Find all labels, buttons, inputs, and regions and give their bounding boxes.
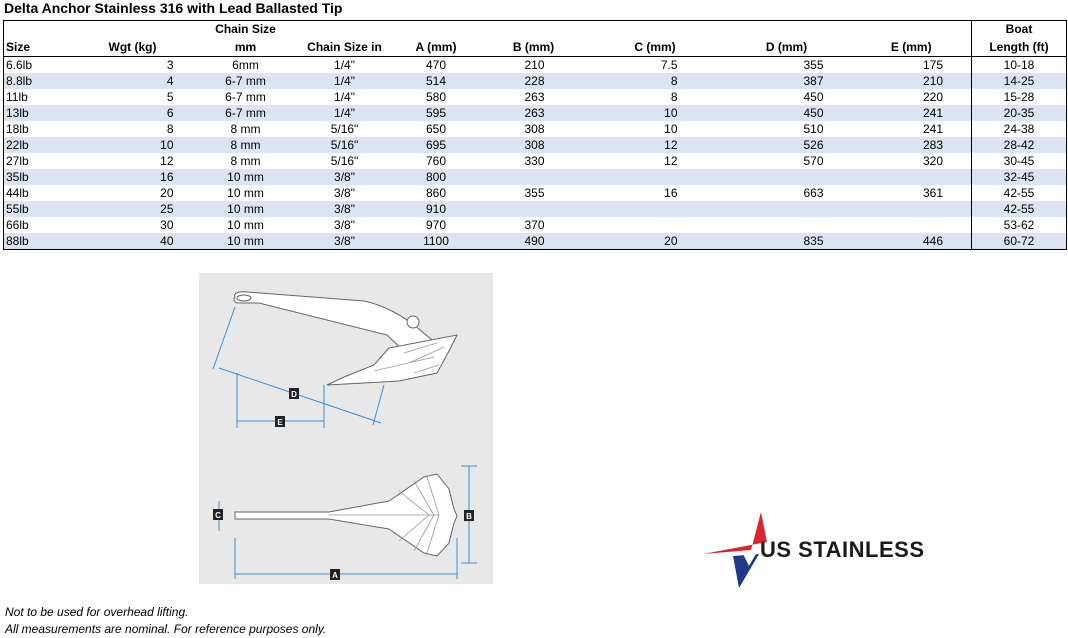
table-row — [4, 121, 1067, 137]
cell-c: 8 — [670, 90, 678, 104]
logo-text: US STAINLESS — [760, 537, 925, 562]
cell-wgt: 5 — [166, 90, 174, 104]
cell-boat: 10-18 — [972, 57, 1067, 74]
cell-c: 8 — [589, 73, 722, 89]
cell-boat: 14-25 — [972, 73, 1067, 89]
cell-e: 241 — [852, 105, 972, 121]
cell-size: 27lb — [6, 154, 29, 168]
cell-wgt: 40 — [68, 233, 196, 250]
cell-a: 1100 — [394, 233, 479, 250]
cell-size: 8.8lb — [4, 73, 68, 89]
cell-e: 361 — [922, 186, 943, 200]
cell-c: 12 — [589, 137, 722, 153]
cell-a: 760 — [425, 154, 447, 168]
cell-b: 263 — [524, 90, 545, 104]
cell-chain-mm: 6-7 mm — [196, 105, 296, 121]
cell-e — [852, 201, 972, 217]
note-nominal: All measurements are nominal. For reference purposes only. — [5, 622, 327, 636]
cell-b — [479, 169, 589, 185]
cell-a: 650 — [425, 122, 447, 136]
cell-b: 370 — [524, 218, 545, 232]
cell-d — [722, 169, 852, 185]
cell-c: 10 — [664, 122, 678, 136]
cell-chain-mm: 6-7 mm — [225, 90, 266, 104]
table-row — [4, 89, 1067, 105]
cell-c — [589, 169, 722, 185]
cell-boat: 15-28 — [972, 89, 1067, 105]
cell-chain-in: 3/8" — [334, 186, 355, 200]
cell-d — [722, 217, 852, 233]
cell-boat: 42-55 — [972, 201, 1067, 217]
cell-chain-mm: 10 mm — [227, 218, 264, 232]
note-lifting: Not to be used for overhead lifting. — [5, 605, 189, 619]
cell-a: 970 — [425, 218, 447, 232]
cell-d: 570 — [803, 154, 824, 168]
cell-c: 7.5 — [660, 58, 678, 72]
cell-chain-mm: 10 mm — [196, 233, 296, 250]
cell-d: 663 — [803, 186, 824, 200]
cell-d: 387 — [722, 73, 852, 89]
cell-chain-mm: 8 mm — [230, 122, 261, 136]
cell-b: 355 — [524, 186, 545, 200]
cell-size: 55lb — [4, 201, 68, 217]
table-row — [4, 137, 1067, 153]
cell-chain-in: 1/4" — [296, 73, 394, 89]
table-row — [4, 201, 1067, 217]
cell-a: 800 — [394, 169, 479, 185]
cell-chain-mm: 6-7 mm — [196, 73, 296, 89]
cell-size: 44lb — [6, 186, 29, 200]
cell-b: 330 — [524, 154, 545, 168]
cell-boat: 30-45 — [972, 153, 1067, 169]
cell-b: 228 — [479, 73, 589, 89]
pivot-icon — [407, 316, 419, 328]
cell-chain-mm: 8 mm — [196, 137, 296, 153]
header-e: E (mm) — [852, 38, 972, 57]
cell-d: 526 — [722, 137, 852, 153]
cell-b: 490 — [479, 233, 589, 250]
cell-c — [589, 201, 722, 217]
header-chain-in: Chain Size in — [296, 38, 394, 57]
cell-e: 241 — [922, 122, 943, 136]
cell-wgt: 3 — [166, 58, 174, 72]
table-row — [4, 153, 1067, 169]
cell-e: 283 — [852, 137, 972, 153]
cell-chain-in: 5/16" — [296, 137, 394, 153]
cell-e: 210 — [852, 73, 972, 89]
table-row — [4, 233, 1067, 250]
cell-a: 514 — [394, 73, 479, 89]
header-boat: Length (ft) — [972, 38, 1067, 57]
anchor-fluke-side — [327, 335, 457, 385]
cell-b: 308 — [479, 137, 589, 153]
table-row — [4, 105, 1067, 121]
cell-chain-in: 3/8" — [296, 201, 394, 217]
cell-a: 470 — [425, 58, 447, 72]
header-a: A (mm) — [394, 38, 479, 57]
cell-e: 175 — [922, 58, 943, 72]
cell-size: 35lb — [4, 169, 68, 185]
cell-b: 308 — [524, 122, 545, 136]
cell-a: 695 — [394, 137, 479, 153]
cell-c: 12 — [664, 154, 678, 168]
cell-boat: 53-62 — [972, 217, 1067, 233]
table-row — [4, 217, 1067, 233]
cell-chain-mm: 8 mm — [230, 154, 261, 168]
cell-size: 11lb — [6, 90, 28, 104]
document-title: Delta Anchor Stainless 316 with Lead Ballasted Tip — [4, 0, 343, 16]
cell-chain-in: 1/4" — [334, 58, 355, 72]
cell-wgt: 20 — [160, 186, 174, 200]
cell-a: 595 — [394, 105, 479, 121]
cell-wgt: 25 — [68, 201, 196, 217]
cell-e — [852, 217, 972, 233]
dimension-c-text: C — [215, 511, 221, 520]
cell-size: 6.6lb — [6, 58, 33, 72]
logo-star-red — [703, 512, 767, 554]
cell-chain-in: 3/8" — [296, 169, 394, 185]
cell-wgt: 4 — [68, 73, 196, 89]
header-c: C (mm) — [589, 38, 722, 57]
cell-size: 13lb — [4, 105, 68, 121]
cell-d: 450 — [803, 90, 824, 104]
header-b: B (mm) — [479, 38, 589, 57]
cell-chain-mm: 10 mm — [196, 201, 296, 217]
cell-chain-mm: 10 mm — [227, 186, 264, 200]
cell-e: 220 — [922, 90, 943, 104]
cell-boat: 32-45 — [972, 169, 1067, 185]
cell-size: 18lb — [6, 122, 29, 136]
cell-boat: 60-72 — [972, 233, 1067, 250]
cell-d: 450 — [722, 105, 852, 121]
cell-c: 10 — [589, 105, 722, 121]
table-row — [4, 73, 1067, 89]
dimension-e-text: E — [277, 418, 283, 427]
cell-chain-in: 1/4" — [334, 90, 355, 104]
header-chain-mm: mm — [196, 38, 296, 57]
cell-d: 510 — [803, 122, 824, 136]
table-row — [4, 185, 1067, 201]
header-chain-mm-top: Chain Size — [215, 22, 276, 36]
cell-chain-in: 5/16" — [330, 122, 359, 136]
cell-wgt: 8 — [166, 122, 174, 136]
cell-d — [722, 201, 852, 217]
anchor-drawing — [199, 273, 493, 584]
cell-a: 910 — [394, 201, 479, 217]
header-wgt: Wgt (kg) — [68, 38, 196, 57]
cell-chain-in: 3/8" — [334, 218, 355, 232]
cell-wgt: 12 — [160, 154, 174, 168]
cell-boat: 20-35 — [972, 105, 1067, 121]
cell-size: 22lb — [4, 137, 68, 153]
cell-chain-in: 5/16" — [330, 154, 359, 168]
cell-e — [852, 169, 972, 185]
table-row — [4, 169, 1067, 185]
cell-boat: 28-42 — [972, 137, 1067, 153]
cell-d: 835 — [722, 233, 852, 250]
cell-c: 16 — [664, 186, 678, 200]
header-boat-top: Boat — [972, 21, 1067, 39]
dimension-a-text: A — [332, 571, 338, 580]
cell-d: 355 — [803, 58, 824, 72]
cell-b: 210 — [524, 58, 545, 72]
cell-e: 446 — [852, 233, 972, 250]
cell-a: 580 — [425, 90, 447, 104]
cell-c: 20 — [589, 233, 722, 250]
cell-chain-mm: 10 mm — [196, 169, 296, 185]
cell-chain-in: 3/8" — [296, 233, 394, 250]
anchor-spec-table — [3, 20, 1067, 250]
cell-wgt: 16 — [68, 169, 196, 185]
cell-size: 66lb — [6, 218, 29, 232]
table-row — [4, 57, 1067, 74]
anchor-dimension-diagram — [199, 273, 493, 584]
cell-size: 88lb — [4, 233, 68, 250]
cell-wgt: 10 — [68, 137, 196, 153]
cell-wgt: 6 — [68, 105, 196, 121]
header-size: Size — [4, 38, 68, 57]
cell-chain-in: 1/4" — [296, 105, 394, 121]
dimension-b-text: B — [466, 512, 472, 521]
cell-b — [479, 201, 589, 217]
cell-wgt: 30 — [160, 218, 174, 232]
cell-boat: 24-38 — [972, 121, 1067, 137]
header-d: D (mm) — [722, 38, 852, 57]
cell-boat: 42-55 — [972, 185, 1067, 201]
cell-chain-mm: 6mm — [232, 58, 259, 72]
dimension-d-text: D — [291, 390, 297, 399]
anchor-shank-side — [234, 292, 431, 353]
cell-c — [589, 217, 722, 233]
cell-b: 263 — [479, 105, 589, 121]
cell-e: 320 — [922, 154, 943, 168]
cell-a: 860 — [425, 186, 447, 200]
